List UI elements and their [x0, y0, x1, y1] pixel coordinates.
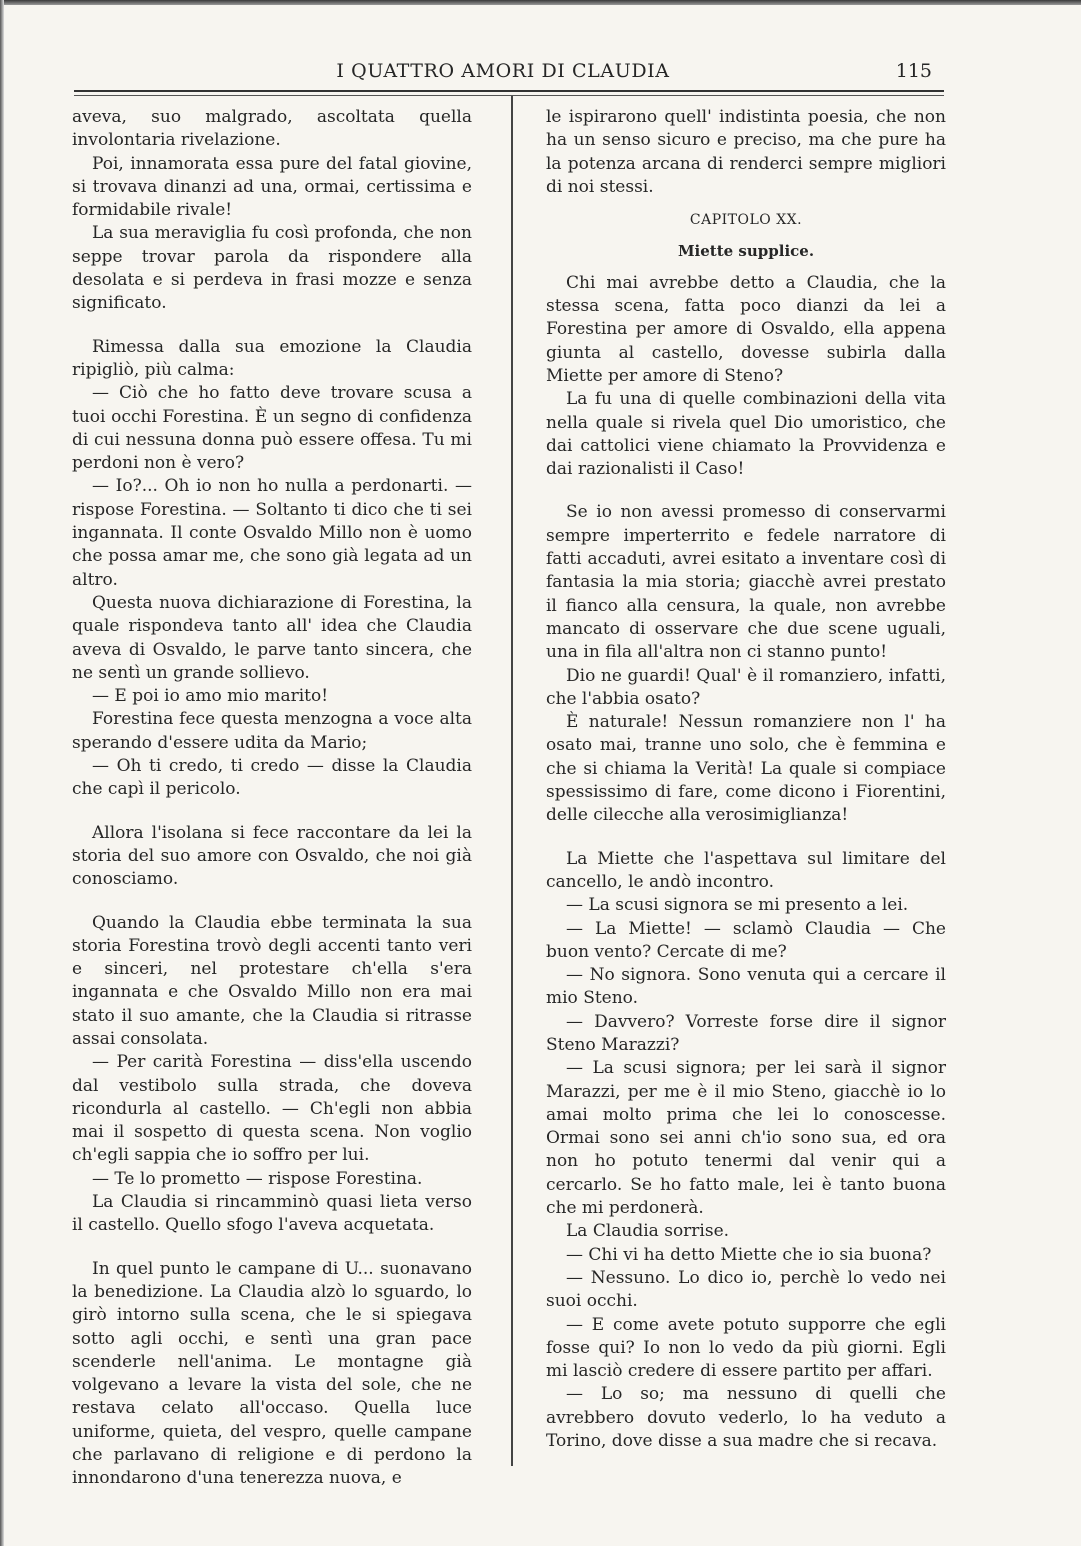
- header-rule-thin: [74, 95, 944, 96]
- paragraph: — No signora. Sono venuta qui a cercare il mio Steno.: [546, 965, 946, 1009]
- paragraph: aveva, suo malgrado, ascoltata quella involontaria rivelazione.: [72, 107, 472, 151]
- paragraph: — E come avete potuto supporre che egli fosse qui? Io non lo vedo da più giorni. Egli mi lasciò credere di essere partito per affari.: [546, 1314, 946, 1382]
- paragraph: — Te lo prometto — rispose Forestina.: [92, 1168, 423, 1189]
- paragraph: — Lo so; ma nessuno di quelli che avrebbero dovuto vederlo, lo ha veduto a Torino, dove disse a sua madre che si recava.: [546, 1384, 946, 1452]
- paragraph: In quel punto le campane di U... suonavano la benedizione. La Claudia alzò lo sguardo, lo girò intorno sulla scena, che le si spiegava sotto agli occhi, e sentì una gran pace scenderle nell'anima. Le montagne già volgevano a levare la vista del sole, che ne restava celato all'occaso. Quella luce uniforme, quieta, del vespro, quelle campane che parlavano di religione e di perdono la innondarono d'una tenerezza nuova, e: [72, 1258, 472, 1489]
- paragraph: La sua meraviglia fu così profonda, che non seppe trovar parola da rispondere alla desolata e si perdeva in frasi mozze e senza significato.: [72, 223, 472, 314]
- paragraph: Poi, innamorata essa pure del fatal giovine, si trovava dinanzi ad una, ormai, certissima e formidabile rivale!: [72, 153, 472, 221]
- top-edge-rule: [0, 0, 1081, 5]
- right-column-body: [546, 272, 946, 1454]
- paragraph-spacer: [72, 802, 472, 822]
- right-column-opening: [546, 106, 946, 199]
- page-number: 115: [895, 60, 932, 82]
- paragraph-spacer: [546, 828, 946, 848]
- paragraph: — La scusi signora se mi presento a lei.: [566, 895, 909, 916]
- paragraph: Questa nuova dichiarazione di Forestina, la quale rispondeva tanto all' idea che Claudia aveva di Osvaldo, le parve tanto sincera, che ne sentì un grande sollievo.: [72, 592, 472, 683]
- paragraph: — Chi vi ha detto Miette che io sia buona?: [566, 1244, 932, 1265]
- paragraph-spacer: [546, 481, 946, 501]
- left-column: [72, 106, 472, 1491]
- paragraph: — Oh ti credo, ti credo — disse la Claudia che capì il pericolo.: [72, 756, 472, 800]
- chapter-number: CAPITOLO XX.: [689, 212, 803, 229]
- page-header: [74, 60, 932, 90]
- page-edge-shadow: [0, 0, 4, 1546]
- chapter-title: Miette supplice.: [677, 242, 815, 261]
- paragraph: Forestina fece questa menzogna a voce alta sperando d'essere udita da Mario;: [72, 709, 472, 753]
- paragraph: Allora l'isolana si fece raccontare da lei la storia del suo amore con Osvaldo, che noi già conosciamo.: [72, 822, 472, 890]
- paragraph: La Claudia si rincamminò quasi lieta verso il castello. Quello sfogo l'aveva acquetata.: [72, 1192, 472, 1236]
- paragraph: — La Miette! — sclamò Claudia — Che buon vento? Cercate di me?: [546, 918, 946, 962]
- paragraph: È naturale! Nessun romanziere non l' ha osato mai, tranne uno solo, che è femmina e che si chiama la Verità! La quale si compiace spessissimo di fare, come dicono i Fiorentini, delle cilecche alla verosimiglianza!: [546, 712, 946, 826]
- paragraph: — Ciò che ho fatto deve trovare scusa a tuoi occhi Forestina. È un segno di confidenza di cui nessuna donna può essere offesa. Tu mi perdoni non è vero?: [72, 383, 472, 474]
- paragraph-spacer: [72, 1238, 472, 1258]
- paragraph: — Nessuno. Lo dico io, perchè lo vedo nei suoi occhi.: [546, 1267, 946, 1312]
- paragraph: — La scusi signora; per lei sarà il signor Marazzi, per me è il mio Steno, giacchè io lo amai molto prima che lei lo conoscesse. Ormai sono sei anni ch'io sono sua, ed ora non ho potuto tenermi dal venir qui a cercarlo. Se ho fatto male, lei è tanto buona che mi perdonerà.: [546, 1058, 946, 1219]
- paragraph: — Io?... Oh io non ho nulla a perdonarti. — rispose Forestina. — Soltanto ti dico che ti sei ingannata. Il conte Osvaldo Millo non è uomo che possa amar me, che sono già legata ad un altro.: [72, 476, 472, 590]
- paragraph: Se io non avessi promesso di conservarmi sempre imperterrito e fedele narratore di fatti accaduti, avrei esitato a inventare così di fantasia la mia storia; giacchè avrei prestato il fianco alla censura, la quale, non avrebbe mancato di osservare che due scene uguali, una in fila all'altra non ci stanno punto!: [546, 502, 946, 663]
- paragraph: — Davvero? Vorreste forse dire il signor Steno Marazzi?: [546, 1011, 946, 1055]
- paragraph: — E poi io amo mio marito!: [92, 686, 329, 707]
- paragraph-spacer: [72, 316, 472, 336]
- paragraph: — Per carità Forestina — diss'ella uscendo dal vestibolo sulla strada, che doveva ricondurla al castello. — Ch'egli non abbia mai il sospetto di questa scena. Non voglio ch'egli sappia che io soffro per lui.: [72, 1052, 472, 1166]
- paragraph: Chi mai avrebbe detto a Claudia, che la stessa scena, fatta poco dianzi da lei a Forestina per amore di Osvaldo, ella appena giunta al castello, dovesse subirla dalla Miette per amore di Steno?: [546, 272, 946, 386]
- paragraph: La Claudia sorrise.: [566, 1221, 730, 1242]
- running-title: I QUATTRO AMORI DI CLAUDIA: [336, 60, 670, 82]
- paragraph: Quando la Claudia ebbe terminata la sua storia Forestina trovò degli accenti tanto veri e sinceri, nel protestare ch'ella s'era ingannata e che Osvaldo Millo non era mai stato il suo amante, che la Claudia si ritrasse assai consolata.: [72, 912, 472, 1049]
- column-divider: [511, 96, 513, 1466]
- paragraph: La fu una di quelle combinazioni della vita nella quale si rivela quel Dio umoristico, che dai cattolici viene chiamato la Provvidenza e dai razionalisti il Caso!: [546, 389, 946, 480]
- paragraph: Dio ne guardi! Qual' è il romanziero, infatti, che l'abbia osato?: [546, 665, 946, 709]
- paragraph-spacer: [72, 892, 472, 912]
- header-rule: [74, 90, 944, 92]
- paragraph: Rimessa dalla sua emozione la Claudia ripigliò, più calma:: [72, 336, 472, 380]
- paragraph: le ispirarono quell' indistinta poesia, che non ha un senso sicuro e preciso, ma che pure ha la potenza arcana di renderci sempre migliori di noi stessi.: [546, 107, 946, 197]
- paragraph: La Miette che l'aspettava sul limitare del cancello, le andò incontro.: [546, 848, 946, 892]
- right-column: [546, 106, 946, 1453]
